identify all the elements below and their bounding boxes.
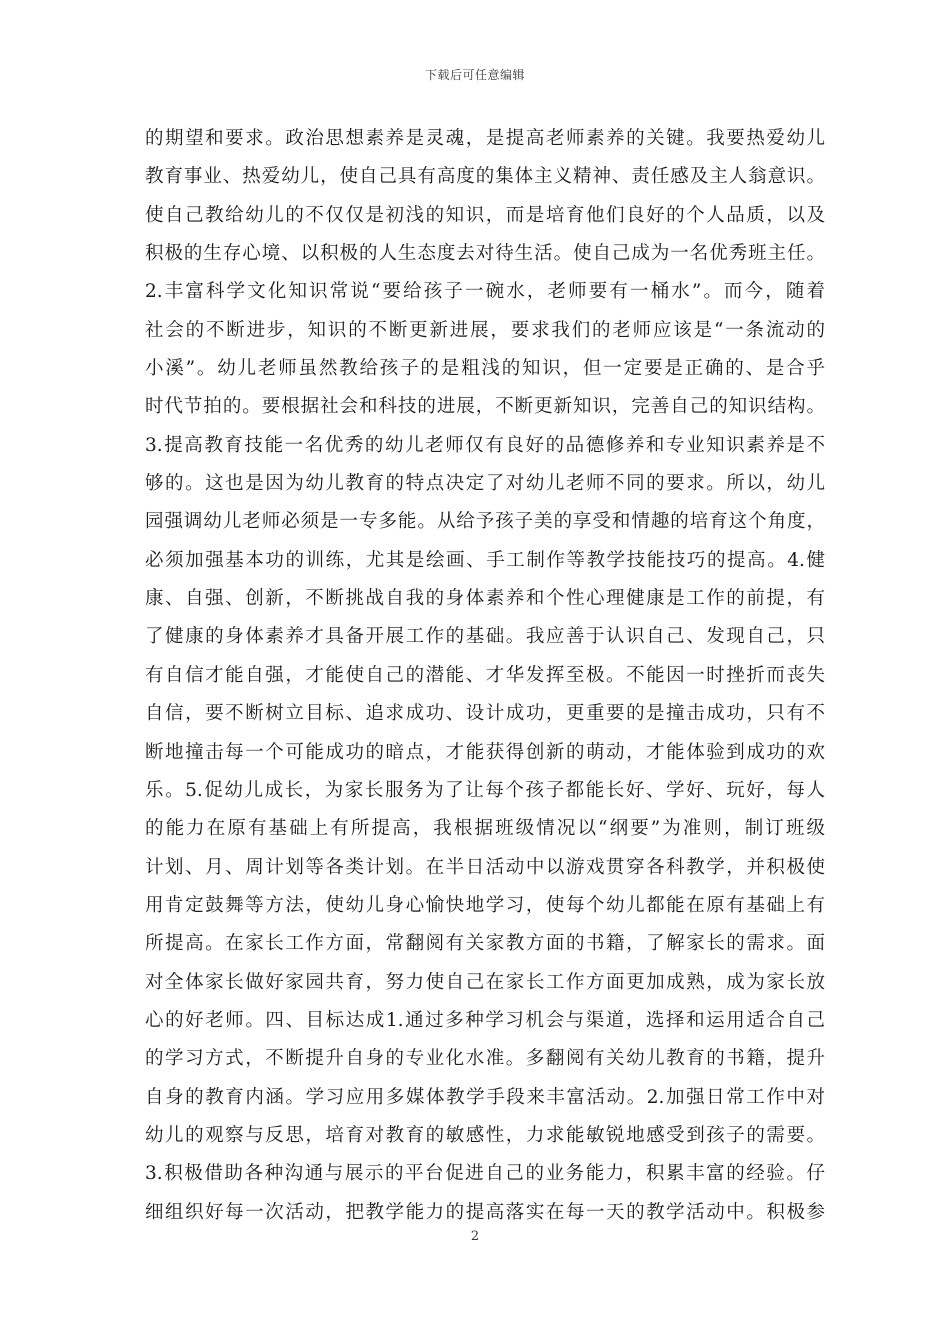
text-line: 计划、月、周计划等各类计划。在半日活动中以游戏贯穿各科教学，并积极使 xyxy=(145,856,825,878)
text-line: 使自己教给幼儿的不仅仅是初浅的知识，而是培育他们良好的个人品质，以及 xyxy=(145,204,825,226)
text-line: 了健康的身体素养才具备开展工作的基础。我应善于认识自己、发现自己，只 xyxy=(145,626,825,648)
text-line: 3.积极借助各种沟通与展示的平台促进自己的业务能力，积累丰富的经验。仔 xyxy=(145,1163,825,1185)
body-text xyxy=(145,120,825,1232)
text-line: 所提高。在家长工作方面，常翻阅有关家教方面的书籍，了解家长的需求。面 xyxy=(145,933,825,955)
text-line: 教育事业、热爱幼儿，使自己具有高度的集体主义精神、责任感及主人翁意识。 xyxy=(145,166,825,188)
text-line: 时代节拍的。要根据社会和科技的进展，不断更新知识，完善自己的知识结构。 xyxy=(145,396,825,418)
text-line: 对全体家长做好家园共育，努力使自己在家长工作方面更加成熟，成为家长放 xyxy=(145,971,825,993)
text-line: 自信，要不断树立目标、追求成功、设计成功，更重要的是撞击成功，只有不 xyxy=(145,703,825,725)
text-line: 用肯定鼓舞等方法，使幼儿身心愉快地学习，使每个幼儿都能在原有基础上有 xyxy=(145,894,825,916)
text-line: 的能力在原有基础上有所提高，我根据班级情况以“纲要”为准则，制订班级 xyxy=(145,818,825,840)
text-line: 康、自强、创新，不断挑战自我的身体素养和个性心理健康是工作的前提，有 xyxy=(145,588,825,610)
text-line: 够的。这也是因为幼儿教育的特点决定了对幼儿老师不同的要求。所以，幼儿 xyxy=(145,473,825,495)
text-line: 乐。5.促幼儿成长，为家长服务为了让每个孩子都能长好、学好、玩好，每人 xyxy=(145,779,825,801)
text-line: 幼儿的观察与反思，培育对教育的敏感性，力求能敏锐地感受到孩子的需要。 xyxy=(145,1124,825,1146)
text-line: 积极的生存心境、以积极的人生态度去对待生活。使自己成为一名优秀班主任。 xyxy=(145,243,825,265)
text-line: 的学习方式，不断提升自身的专业化水准。多翻阅有关幼儿教育的书籍，提升 xyxy=(145,1048,825,1070)
text-line: 有自信才能自强，才能使自己的潜能、才华发挥至极。不能因一时挫折而丧失 xyxy=(145,664,825,686)
text-line: 自身的教育内涵。学习应用多媒体教学手段来丰富活动。2.加强日常工作中对 xyxy=(145,1086,825,1108)
text-line: 心的好老师。四、目标达成1.通过多种学习机会与渠道，选择和运用适合自己 xyxy=(145,1009,825,1031)
text-line: 细组织好每一次活动，把教学能力的提高落实在每一天的教学活动中。积极参 xyxy=(145,1201,825,1223)
text-line: 必须加强基本功的训练，尤其是绘画、手工制作等教学技能技巧的提高。4.健 xyxy=(145,549,825,571)
text-line: 的期望和要求。政治思想素养是灵魂，是提高老师素养的关键。我要热爱幼儿 xyxy=(145,128,825,149)
text-line: 园强调幼儿老师必须是一专多能。从给予孩子美的享受和情趣的培育这个角度， xyxy=(145,511,825,533)
text-line: 社会的不断进步，知识的不断更新进展，要求我们的老师应该是“一条流动的 xyxy=(145,319,825,341)
page-number: 2 xyxy=(470,1229,480,1244)
text-line: 断地撞击每一个可能成功的暗点，才能获得创新的萌动，才能体验到成功的欢 xyxy=(145,741,825,763)
text-line: 小溪”。幼儿老师虽然教给孩子的是粗浅的知识，但一定要是正确的、是合乎 xyxy=(145,358,825,380)
page-header: 下载后可任意编辑 xyxy=(424,68,525,82)
text-line: 3.提高教育技能一名优秀的幼儿老师仅有良好的品德修养和专业知识素养是不 xyxy=(145,434,825,456)
text-line: 2.丰富科学文化知识常说“要给孩子一碗水，老师要有一桶水”。而今，随着 xyxy=(145,281,825,303)
